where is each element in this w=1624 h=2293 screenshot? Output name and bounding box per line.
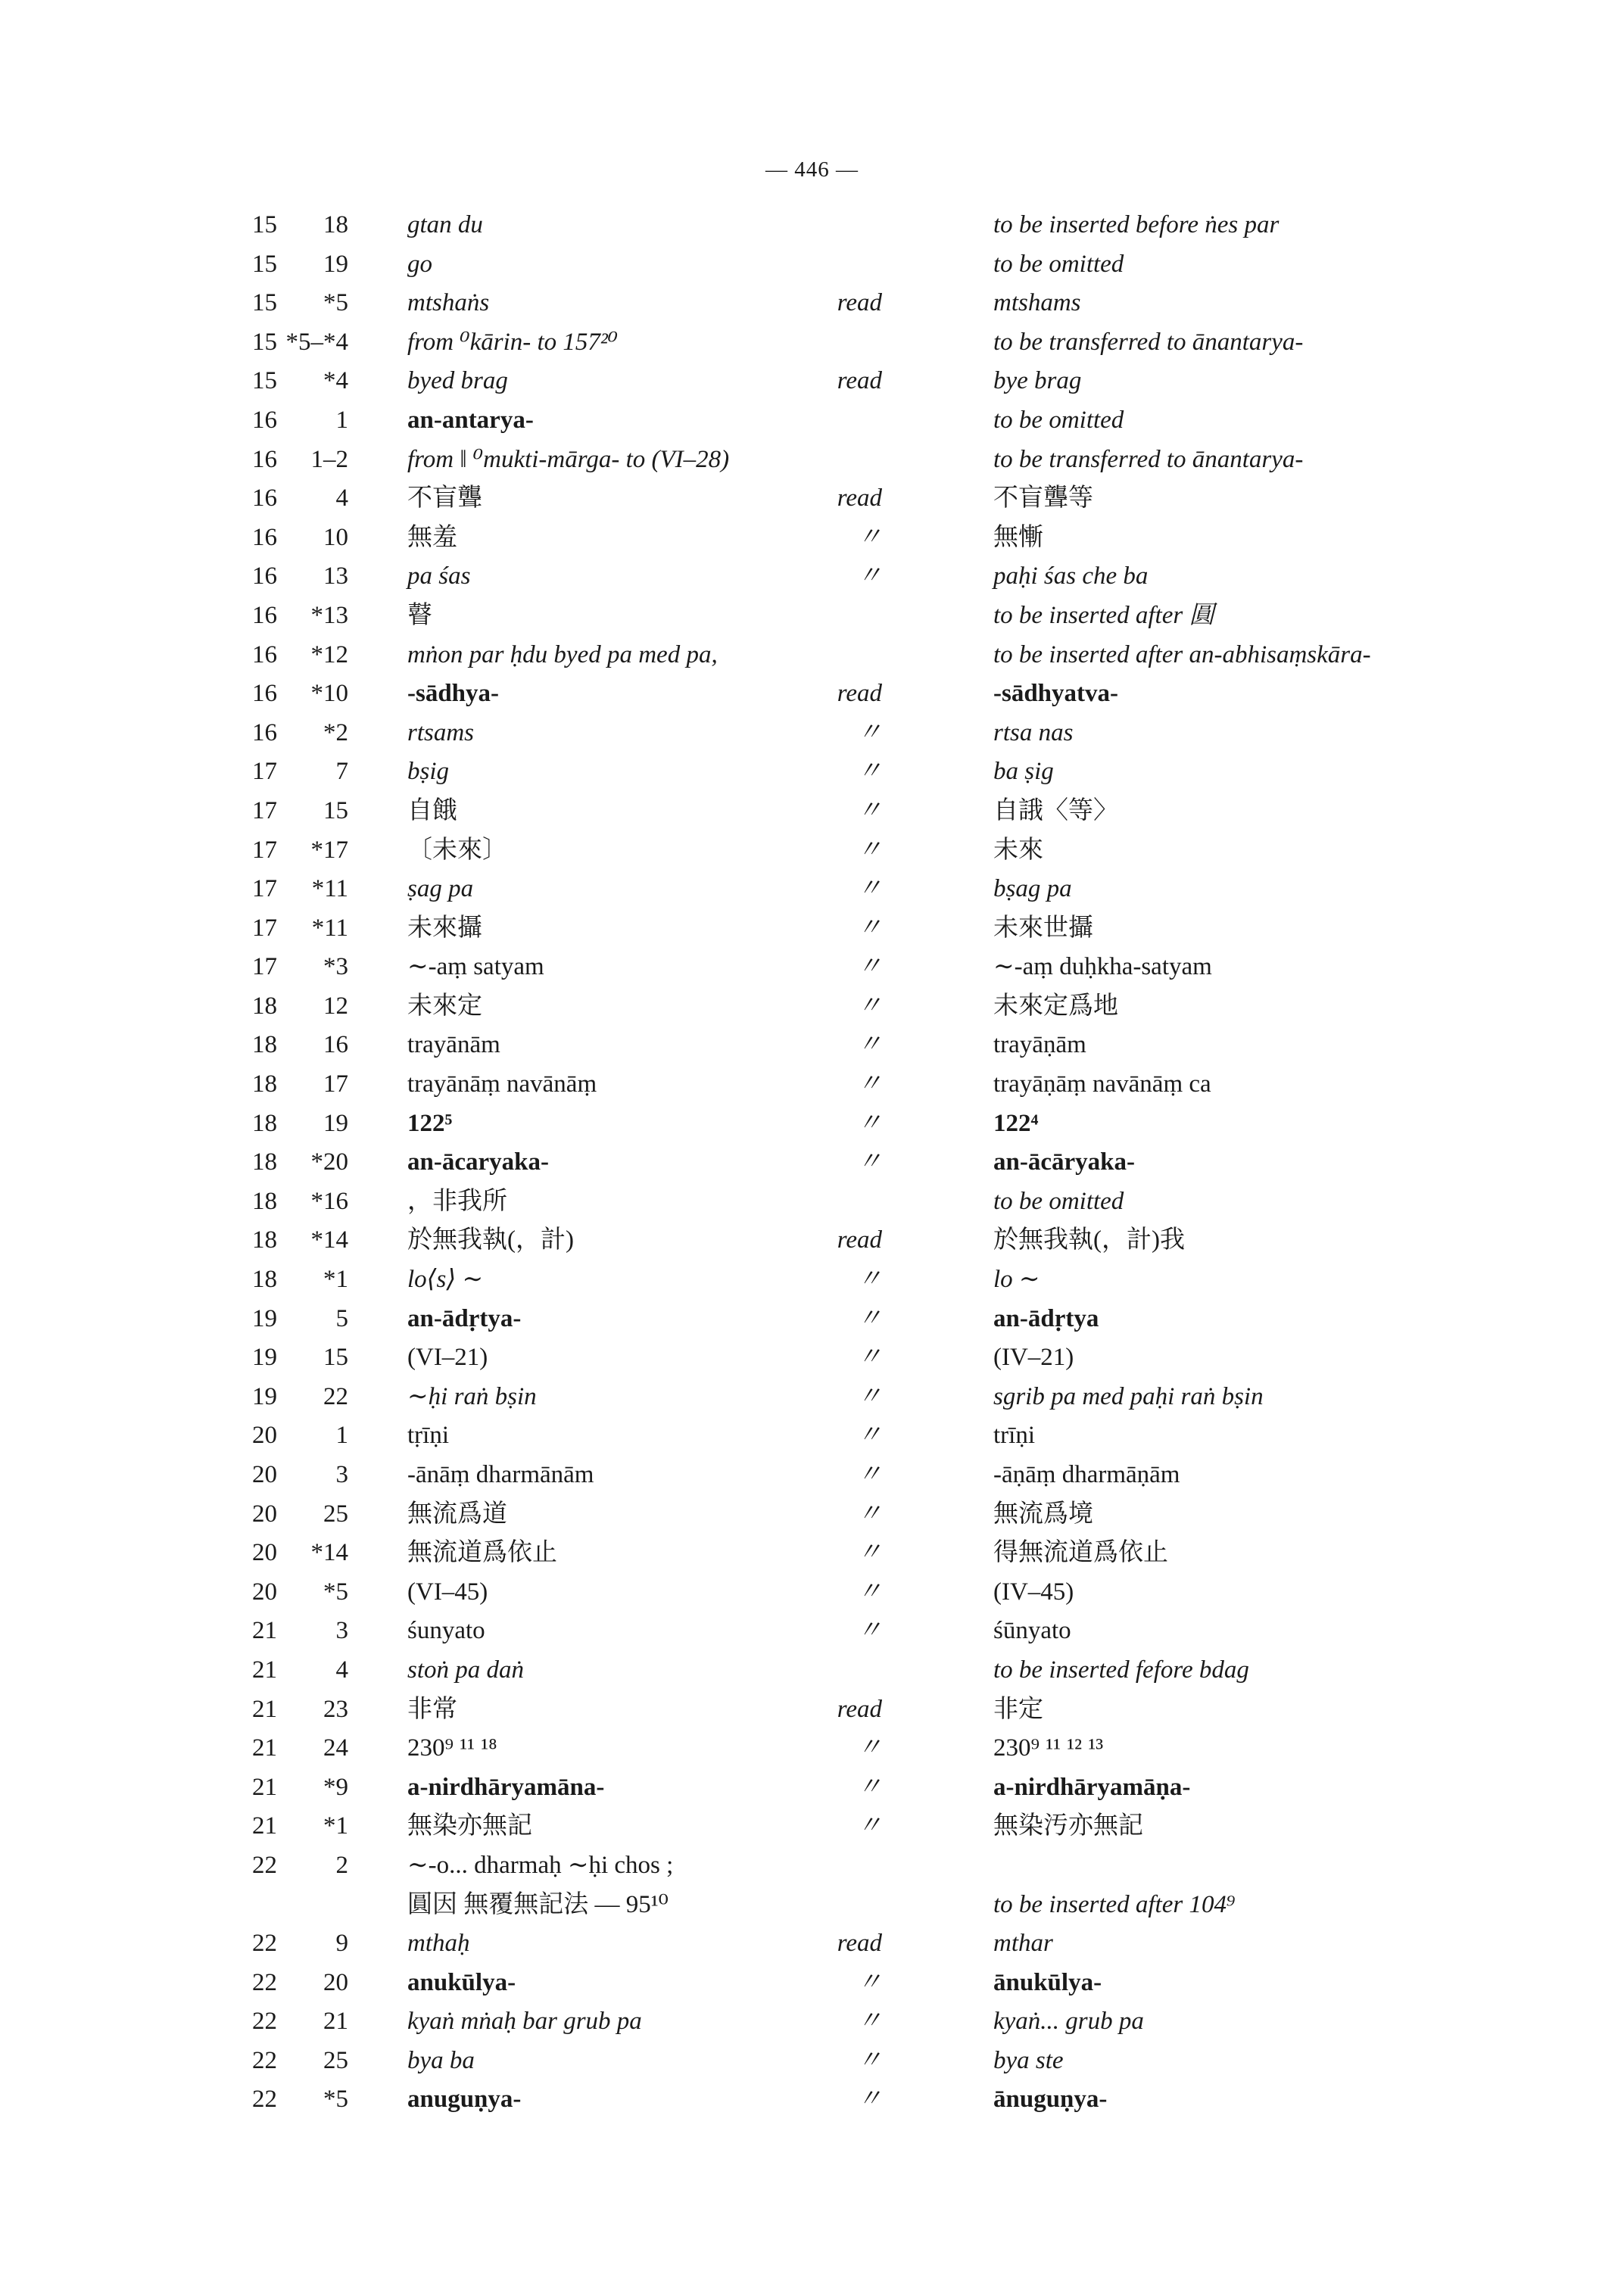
correction-text: 未來世攝 xyxy=(993,914,1093,942)
line-ref: *5 xyxy=(323,1578,348,1606)
errata-row xyxy=(0,909,1624,949)
read-mark: 〃 xyxy=(857,1382,882,1410)
errata-row xyxy=(0,597,1624,636)
correction-text: 自誐〈等〉 xyxy=(993,796,1118,824)
line-ref: 12 xyxy=(323,992,348,1020)
errata-row xyxy=(0,1104,1624,1144)
page-ref: 16 xyxy=(252,484,277,512)
line-ref: 18 xyxy=(323,211,348,238)
original-text: 無流道爲依止 xyxy=(407,1539,557,1567)
read-mark: read xyxy=(837,367,882,395)
line-ref: 15 xyxy=(323,1344,348,1372)
correction-text: ānuguṇya- xyxy=(993,2086,1108,2114)
page-ref: 20 xyxy=(252,1500,277,1528)
line-ref: 7 xyxy=(335,758,348,786)
correction-text: an-ādṛtya xyxy=(993,1304,1099,1332)
original-text: trayānāṃ navānāṃ xyxy=(407,1070,597,1098)
page-ref: 19 xyxy=(252,1382,277,1410)
correction-text: 未來 xyxy=(993,836,1043,864)
original-text: ∼-aṃ satyam xyxy=(407,953,544,981)
correction-text: to be inserted after an-abhisaṃskāra- xyxy=(993,640,1371,668)
errata-row xyxy=(0,752,1624,792)
errata-row xyxy=(0,323,1624,363)
original-text: ∼-o... dharmaḥ ∼ḥi chos ; xyxy=(407,1851,674,1879)
correction-text: trayāṇām xyxy=(993,1031,1086,1059)
correction-text: trīṇi xyxy=(993,1422,1035,1450)
page-ref: 17 xyxy=(252,836,277,864)
original-text: mthaḥ xyxy=(407,1929,470,1957)
errata-row xyxy=(0,284,1624,323)
original-text: 〔未來〕 xyxy=(407,836,507,864)
line-ref: 25 xyxy=(323,1500,348,1528)
original-text: mtshaṅs xyxy=(407,289,490,317)
read-mark: 〃 xyxy=(857,2046,882,2074)
read-mark: 〃 xyxy=(857,1578,882,1606)
line-ref: *5–*4 xyxy=(285,328,348,356)
correction-text: 122⁴ xyxy=(993,1109,1039,1137)
errata-row xyxy=(0,870,1624,909)
correction-text: sgrib pa med paḥi raṅ bṣin xyxy=(993,1382,1264,1410)
original-text: stoṅ pa daṅ xyxy=(407,1656,525,1684)
line-ref: *1 xyxy=(323,1812,348,1840)
errata-row xyxy=(0,479,1624,519)
correction-text: mtshams xyxy=(993,289,1081,317)
original-text: 不盲聾 xyxy=(407,484,482,512)
line-ref: *14 xyxy=(310,1539,348,1567)
read-mark: 〃 xyxy=(857,718,882,746)
line-ref: 25 xyxy=(323,2046,348,2074)
correction-text: (IV–21) xyxy=(993,1344,1074,1372)
page-ref: 20 xyxy=(252,1578,277,1606)
page-ref: 16 xyxy=(252,640,277,668)
page-ref: 18 xyxy=(252,1031,277,1059)
page-ref: 16 xyxy=(252,523,277,551)
page-ref: 15 xyxy=(252,289,277,317)
line-ref: 19 xyxy=(323,1109,348,1137)
original-text: 於無我執(，計) xyxy=(407,1226,574,1254)
line-ref: *10 xyxy=(310,680,348,708)
line-ref: *3 xyxy=(323,953,348,981)
line-ref: *4 xyxy=(323,367,348,395)
errata-table xyxy=(0,206,1624,2120)
line-ref: 4 xyxy=(335,484,348,512)
correction-text: to be inserted after 圓 xyxy=(993,601,1214,629)
original-text: from ‖ ⁰mukti-mārga- to (VI–28) xyxy=(407,445,730,473)
errata-row xyxy=(0,1729,1624,1768)
errata-row xyxy=(0,792,1624,831)
errata-row xyxy=(0,2002,1624,2042)
read-mark: 〃 xyxy=(857,953,882,981)
read-mark: 〃 xyxy=(857,1500,882,1528)
errata-row xyxy=(0,636,1624,675)
read-mark: read xyxy=(837,289,882,317)
correction-text: to be omitted xyxy=(993,250,1124,278)
correction-text: to be inserted after 104⁹ xyxy=(993,1890,1236,1918)
page-ref: 21 xyxy=(252,1656,277,1684)
line-ref: *20 xyxy=(310,1148,348,1176)
errata-row xyxy=(0,948,1624,987)
read-mark: 〃 xyxy=(857,1422,882,1450)
page-ref: 15 xyxy=(252,250,277,278)
correction-text: to be omitted xyxy=(993,406,1124,434)
errata-row xyxy=(0,1300,1624,1339)
errata-row xyxy=(0,1221,1624,1260)
read-mark: 〃 xyxy=(857,1266,882,1294)
page-ref: 17 xyxy=(252,796,277,824)
original-text: anukūlya- xyxy=(407,1968,516,1996)
original-text: 無染亦無記 xyxy=(407,1812,532,1840)
line-ref: 3 xyxy=(335,1617,348,1645)
line-ref: *11 xyxy=(311,875,348,903)
read-mark: 〃 xyxy=(857,758,882,786)
read-mark: 〃 xyxy=(857,1812,882,1840)
page-ref: 18 xyxy=(252,1226,277,1254)
errata-row xyxy=(0,1416,1624,1456)
read-mark: 〃 xyxy=(857,1461,882,1488)
page-number: — 446 — xyxy=(765,157,859,182)
original-text: -ānāṃ dharmānām xyxy=(407,1461,594,1488)
original-text-continued: 圓因 無覆無記法 — 95¹⁰ xyxy=(407,1890,669,1918)
original-text: 未來攝 xyxy=(407,914,482,942)
original-text: (VI–21) xyxy=(407,1344,488,1372)
errata-row xyxy=(0,441,1624,480)
original-text: 自餓 xyxy=(407,796,457,824)
line-ref: 20 xyxy=(323,1968,348,1996)
page-ref: 22 xyxy=(252,2086,277,2114)
original-text: byed brag xyxy=(407,367,508,395)
page-ref: 18 xyxy=(252,1109,277,1137)
line-ref: 21 xyxy=(323,2008,348,2036)
read-mark: read xyxy=(837,1695,882,1723)
read-mark: read xyxy=(837,484,882,512)
page-ref: 20 xyxy=(252,1461,277,1488)
line-ref: 2 xyxy=(335,1851,348,1879)
correction-text: mthar xyxy=(993,1929,1053,1957)
read-mark: 〃 xyxy=(857,1031,882,1059)
line-ref: *14 xyxy=(310,1226,348,1254)
errata-row xyxy=(0,1182,1624,1222)
page-ref: 16 xyxy=(252,562,277,590)
line-ref: *13 xyxy=(310,601,348,629)
original-text: from ⁰kārin- to 157²⁰ xyxy=(407,328,619,356)
original-text: mṅon par ḥdu byed pa med pa, xyxy=(407,640,718,668)
page-ref: 21 xyxy=(252,1734,277,1762)
errata-row xyxy=(0,1807,1624,1846)
original-text: 無流爲道 xyxy=(407,1500,507,1528)
page-ref: 18 xyxy=(252,1070,277,1098)
errata-row xyxy=(0,1924,1624,1964)
original-text: ∼ḥi raṅ bṣin xyxy=(407,1382,537,1410)
page-ref: 17 xyxy=(252,953,277,981)
read-mark: read xyxy=(837,1226,882,1254)
original-text: anuguṇya- xyxy=(407,2086,522,2114)
correction-text: śūnyato xyxy=(993,1617,1071,1645)
read-mark: read xyxy=(837,680,882,708)
page-ref: 21 xyxy=(252,1617,277,1645)
correction-text: (IV–45) xyxy=(993,1578,1074,1606)
original-text: (VI–45) xyxy=(407,1578,488,1606)
line-ref: 1 xyxy=(335,1422,348,1450)
page-ref: 22 xyxy=(252,1851,277,1879)
read-mark: 〃 xyxy=(857,1617,882,1645)
errata-row xyxy=(0,1573,1624,1612)
page-ref: 16 xyxy=(252,406,277,434)
errata-row xyxy=(0,1495,1624,1534)
errata-row xyxy=(0,2042,1624,2081)
line-ref: 3 xyxy=(335,1461,348,1488)
read-mark: 〃 xyxy=(857,562,882,590)
page-ref: 21 xyxy=(252,1773,277,1801)
original-text: an-antarya- xyxy=(407,406,534,434)
correction-text: 無流爲境 xyxy=(993,1500,1093,1528)
page-ref: 22 xyxy=(252,1968,277,1996)
correction-text: ānukūlya- xyxy=(993,1968,1102,1996)
line-ref: 19 xyxy=(323,250,348,278)
page-ref: 16 xyxy=(252,445,277,473)
correction-text: 230⁹ ¹¹ ¹² ¹³ xyxy=(993,1734,1104,1762)
read-mark: 〃 xyxy=(857,1734,882,1762)
read-mark: 〃 xyxy=(857,796,882,824)
errata-row xyxy=(0,1026,1624,1065)
original-text: 122⁵ xyxy=(407,1109,453,1137)
page-ref: 21 xyxy=(252,1695,277,1723)
line-ref: *16 xyxy=(310,1187,348,1215)
page-ref: 18 xyxy=(252,1148,277,1176)
read-mark: 〃 xyxy=(857,992,882,1020)
errata-row xyxy=(0,1260,1624,1300)
correction-text: bya ste xyxy=(993,2046,1064,2074)
read-mark: 〃 xyxy=(857,1148,882,1176)
read-mark: 〃 xyxy=(857,1773,882,1801)
original-text: lo⟨s⟩ ∼ xyxy=(407,1266,484,1294)
page-ref: 18 xyxy=(252,1266,277,1294)
correction-text: kyaṅ... grub pa xyxy=(993,2008,1144,2036)
correction-text: to be omitted xyxy=(993,1187,1124,1215)
correction-text: trayāṇāṃ navānāṃ ca xyxy=(993,1070,1211,1098)
correction-text: rtsa nas xyxy=(993,718,1074,746)
errata-row xyxy=(0,987,1624,1027)
read-mark: 〃 xyxy=(857,1304,882,1332)
page-ref: 20 xyxy=(252,1422,277,1450)
read-mark: 〃 xyxy=(857,2008,882,2036)
line-ref: *1 xyxy=(323,1266,348,1294)
errata-row xyxy=(0,245,1624,285)
correction-text: an-ācāryaka- xyxy=(993,1148,1135,1176)
line-ref: *17 xyxy=(310,836,348,864)
line-ref: 15 xyxy=(323,796,348,824)
page-ref: 16 xyxy=(252,601,277,629)
errata-row xyxy=(0,1690,1624,1730)
errata-row xyxy=(0,362,1624,401)
original-text: ṣag pa xyxy=(407,875,474,903)
original-text: gtan du xyxy=(407,211,483,238)
line-ref: *12 xyxy=(310,640,348,668)
errata-row xyxy=(0,714,1624,753)
correction-text: to be inserted fefore bdag xyxy=(993,1656,1249,1684)
correction-text: 未來定爲地 xyxy=(993,992,1118,1020)
line-ref: 24 xyxy=(323,1734,348,1762)
errata-row xyxy=(0,1338,1624,1378)
line-ref: 5 xyxy=(335,1304,348,1332)
page-ref: 22 xyxy=(252,2046,277,2074)
read-mark: 〃 xyxy=(857,914,882,942)
page-ref: 20 xyxy=(252,1539,277,1567)
original-text: bṣig xyxy=(407,758,450,786)
correction-text: 無染汚亦無記 xyxy=(993,1812,1143,1840)
line-ref: *2 xyxy=(323,718,348,746)
read-mark: 〃 xyxy=(857,1070,882,1098)
read-mark: 〃 xyxy=(857,1968,882,1996)
original-text: go xyxy=(407,250,432,278)
read-mark: 〃 xyxy=(857,1344,882,1372)
page-ref: 16 xyxy=(252,718,277,746)
correction-text: -āṇāṃ dharmāṇām xyxy=(993,1461,1180,1488)
original-text: tṛīṇi xyxy=(407,1422,449,1450)
correction-text: 無慚 xyxy=(993,523,1043,551)
errata-row xyxy=(0,1846,1624,1924)
errata-row xyxy=(0,1612,1624,1651)
correction-text: to be transferred to ānantarya- xyxy=(993,328,1304,356)
line-ref: 4 xyxy=(335,1656,348,1684)
errata-row xyxy=(0,206,1624,245)
errata-row xyxy=(0,1964,1624,2003)
errata-row xyxy=(0,675,1624,714)
errata-row xyxy=(0,1456,1624,1495)
line-ref: 1–2 xyxy=(310,445,348,473)
errata-row xyxy=(0,557,1624,597)
page-ref: 21 xyxy=(252,1812,277,1840)
line-ref: *5 xyxy=(323,289,348,317)
line-ref: 1 xyxy=(335,406,348,434)
correction-text: 不盲聾等 xyxy=(993,484,1093,512)
original-text: -sādhya- xyxy=(407,680,500,708)
line-ref: 23 xyxy=(323,1695,348,1723)
line-ref: 9 xyxy=(335,1929,348,1957)
correction-text: bye brag xyxy=(993,367,1082,395)
correction-text: -sādhyatva- xyxy=(993,680,1119,708)
line-ref: 22 xyxy=(323,1382,348,1410)
page-ref: 18 xyxy=(252,992,277,1020)
read-mark: 〃 xyxy=(857,523,882,551)
original-text: pa śas xyxy=(407,562,471,590)
page-ref: 17 xyxy=(252,875,277,903)
page-ref: 22 xyxy=(252,2008,277,2036)
errata-row xyxy=(0,1143,1624,1182)
correction-text: paḥi śas che ba xyxy=(993,562,1149,590)
original-text: 未來定 xyxy=(407,992,482,1020)
original-text: kyaṅ mṅaḥ bar grub pa xyxy=(407,2008,642,2036)
line-ref: 17 xyxy=(323,1070,348,1098)
correction-text: ∼-aṃ duḥkha-satyam xyxy=(993,953,1212,981)
page-ref: 17 xyxy=(252,914,277,942)
read-mark: read xyxy=(837,1929,882,1957)
read-mark: 〃 xyxy=(857,1109,882,1137)
correction-text: 非定 xyxy=(993,1695,1043,1723)
errata-row xyxy=(0,831,1624,871)
original-text: 230⁹ ¹¹ ¹⁸ xyxy=(407,1734,497,1762)
correction-text: 於無我執(，計)我 xyxy=(993,1226,1185,1254)
page-ref: 22 xyxy=(252,1929,277,1957)
page-ref: 15 xyxy=(252,328,277,356)
errata-row xyxy=(0,1065,1624,1104)
errata-row xyxy=(0,1651,1624,1690)
errata-row xyxy=(0,2080,1624,2120)
original-text: bya ba xyxy=(407,2046,475,2074)
correction-text: a-nirdhāryamāṇa- xyxy=(993,1773,1191,1801)
errata-row xyxy=(0,1534,1624,1573)
read-mark: 〃 xyxy=(857,2086,882,2114)
original-text: rtsams xyxy=(407,718,475,746)
original-text: an-ācaryaka- xyxy=(407,1148,549,1176)
read-mark: 〃 xyxy=(857,875,882,903)
original-text: 非常 xyxy=(407,1695,457,1723)
line-ref: 16 xyxy=(323,1031,348,1059)
page-ref: 19 xyxy=(252,1344,277,1372)
errata-row xyxy=(0,519,1624,558)
errata-row xyxy=(0,1378,1624,1417)
line-ref: *5 xyxy=(323,2086,348,2114)
line-ref: 10 xyxy=(323,523,348,551)
original-text: 無羞 xyxy=(407,523,457,551)
page-ref: 15 xyxy=(252,211,277,238)
page-ref: 19 xyxy=(252,1304,277,1332)
original-text: ，非我所 xyxy=(407,1187,507,1215)
original-text: an-ādṛtya- xyxy=(407,1304,522,1332)
line-ref: *11 xyxy=(311,914,348,942)
correction-text: bṣag pa xyxy=(993,875,1072,903)
original-text: a-nirdhāryamāna- xyxy=(407,1773,605,1801)
correction-text: lo ∼ xyxy=(993,1266,1040,1294)
errata-row xyxy=(0,401,1624,441)
original-text: śunyato xyxy=(407,1617,485,1645)
read-mark: 〃 xyxy=(857,836,882,864)
correction-text: to be inserted before ṅes par xyxy=(993,211,1280,238)
page-ref: 17 xyxy=(252,758,277,786)
line-ref: 13 xyxy=(323,562,348,590)
page-ref: 18 xyxy=(252,1187,277,1215)
read-mark: 〃 xyxy=(857,1539,882,1567)
original-text: 瞽 xyxy=(407,601,432,629)
correction-text: ba ṣig xyxy=(993,758,1054,786)
original-text: trayānām xyxy=(407,1031,500,1059)
errata-row xyxy=(0,1768,1624,1808)
line-ref: *9 xyxy=(323,1773,348,1801)
page-ref: 15 xyxy=(252,367,277,395)
correction-text: 得無流道爲依止 xyxy=(993,1539,1168,1567)
correction-text: to be transferred to ānantarya- xyxy=(993,445,1304,473)
page-ref: 16 xyxy=(252,680,277,708)
